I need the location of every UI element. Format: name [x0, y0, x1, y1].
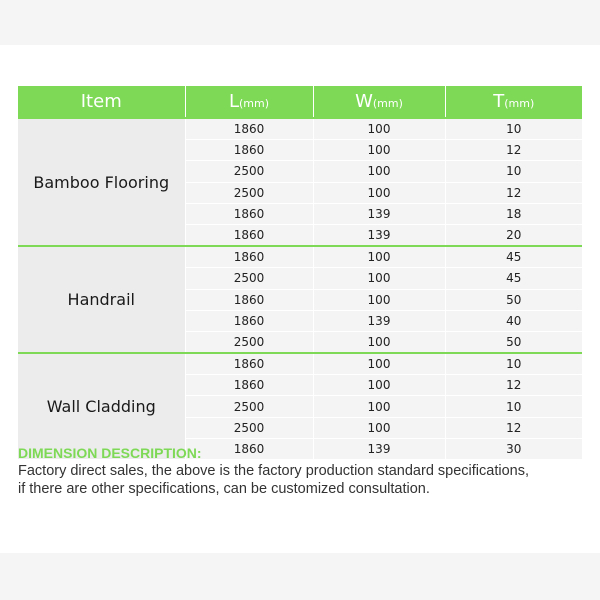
item-name-cell: Bamboo Flooring	[18, 118, 185, 246]
width-cell: 100	[313, 375, 445, 396]
length-cell: 1860	[185, 353, 313, 375]
thickness-cell: 10	[445, 161, 582, 182]
thickness-cell: 50	[445, 331, 582, 353]
thickness-cell: 50	[445, 289, 582, 310]
thickness-cell: 18	[445, 203, 582, 224]
length-cell: 2500	[185, 417, 313, 438]
width-cell: 100	[313, 353, 445, 375]
thickness-cell: 30	[445, 438, 582, 459]
width-cell: 100	[313, 396, 445, 417]
item-name-cell: Wall Cladding	[18, 353, 185, 459]
width-cell: 100	[313, 161, 445, 182]
header-row	[18, 86, 582, 118]
thickness-cell: 40	[445, 310, 582, 331]
thickness-cell: 12	[445, 140, 582, 161]
header-thickness: T(mm)	[445, 86, 582, 118]
description-line-1: Factory direct sales, the above is the factory production standard specifications,	[18, 463, 529, 479]
width-cell: 100	[313, 182, 445, 203]
width-cell: 139	[313, 224, 445, 246]
length-cell: 2500	[185, 396, 313, 417]
thickness-cell: 12	[445, 417, 582, 438]
length-cell: 1860	[185, 118, 313, 140]
width-cell: 100	[313, 289, 445, 310]
header-item: Item	[18, 86, 185, 118]
length-cell: 2500	[185, 182, 313, 203]
length-cell: 1860	[185, 310, 313, 331]
width-cell: 139	[313, 310, 445, 331]
width-cell: 139	[313, 203, 445, 224]
width-cell: 100	[313, 118, 445, 140]
width-cell: 100	[313, 331, 445, 353]
length-cell: 1860	[185, 224, 313, 246]
table-row	[18, 353, 582, 375]
item-name-cell: Handrail	[18, 246, 185, 353]
length-cell: 1860	[185, 289, 313, 310]
thickness-cell: 45	[445, 246, 582, 268]
width-cell: 100	[313, 417, 445, 438]
thickness-cell: 10	[445, 353, 582, 375]
header-length: L(mm)	[185, 86, 313, 118]
length-cell: 1860	[185, 438, 313, 459]
width-cell: 100	[313, 268, 445, 289]
thickness-cell: 45	[445, 268, 582, 289]
length-cell: 2500	[185, 331, 313, 353]
bottom-band	[0, 553, 600, 600]
spec-table	[18, 86, 582, 460]
header-width: W(mm)	[313, 86, 445, 118]
length-cell: 1860	[185, 203, 313, 224]
length-cell: 1860	[185, 375, 313, 396]
thickness-cell: 20	[445, 224, 582, 246]
length-cell: 2500	[185, 268, 313, 289]
thickness-cell: 10	[445, 118, 582, 140]
table-row	[18, 246, 582, 268]
thickness-cell: 12	[445, 375, 582, 396]
dimension-description	[18, 444, 592, 498]
table-row	[18, 118, 582, 140]
length-cell: 1860	[185, 246, 313, 268]
width-cell: 139	[313, 438, 445, 459]
length-cell: 1860	[185, 140, 313, 161]
top-band	[0, 0, 600, 45]
thickness-cell: 10	[445, 396, 582, 417]
width-cell: 100	[313, 140, 445, 161]
description-title: DIMENSION DESCRIPTION:	[18, 445, 202, 461]
thickness-cell: 12	[445, 182, 582, 203]
description-line-2: if there are other specifications, can be customized consultation.	[18, 481, 430, 497]
width-cell: 100	[313, 246, 445, 268]
length-cell: 2500	[185, 161, 313, 182]
